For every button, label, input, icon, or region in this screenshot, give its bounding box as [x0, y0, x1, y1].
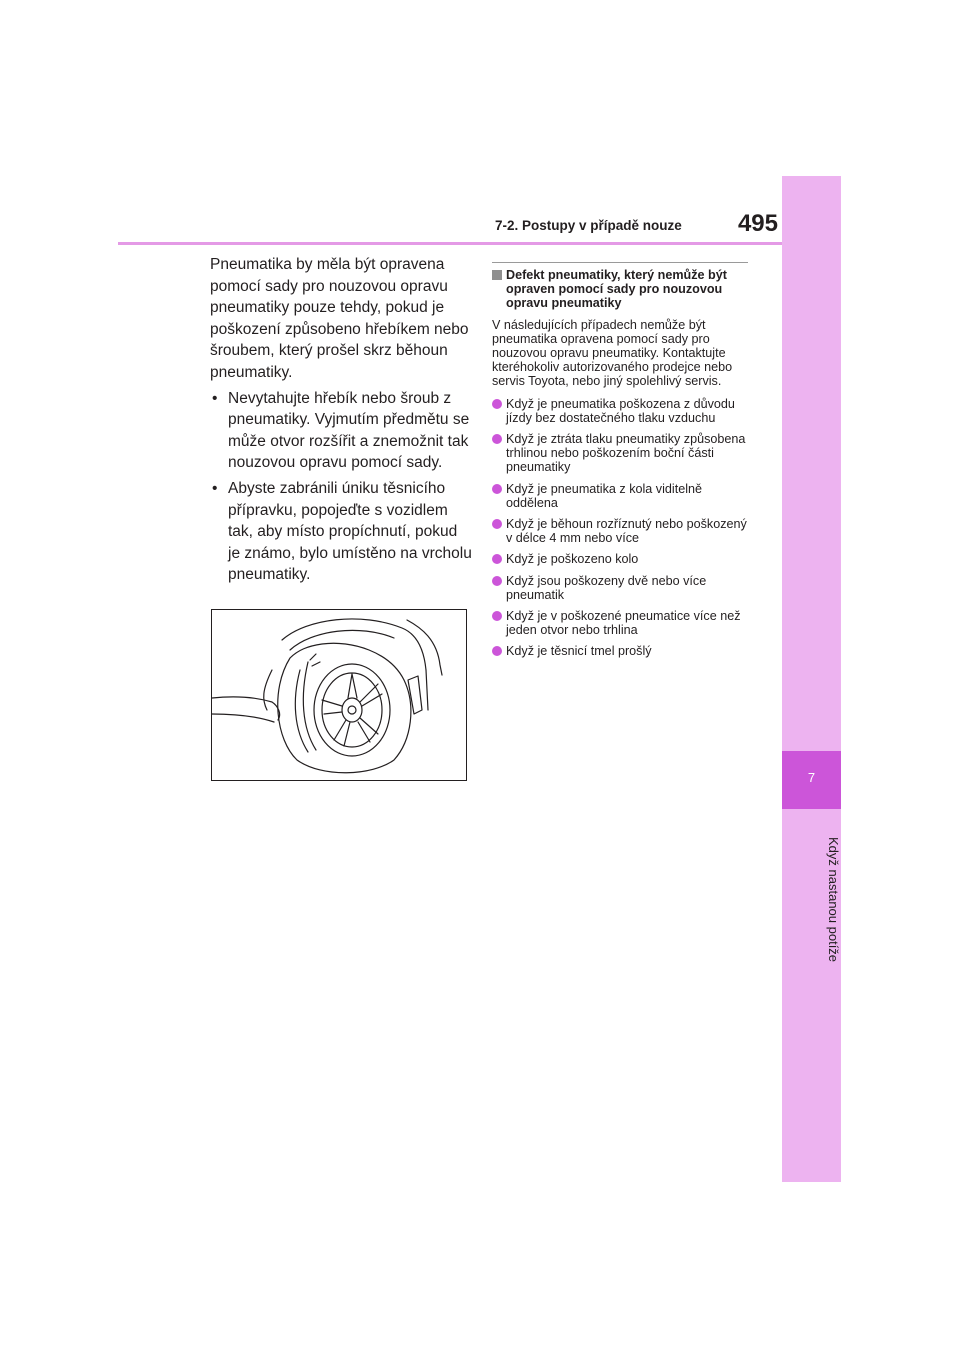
list-item-text: Když je běhoun rozříznutý nebo poškozený v délce 4 mm nebo více	[506, 517, 747, 546]
list-item-text: Když je těsnicí tmel prošlý	[506, 644, 652, 659]
list-item	[492, 574, 750, 602]
list-item-text: Když je poškozeno kolo	[506, 552, 639, 567]
circle-bullet-icon	[492, 484, 502, 494]
list-item-text: Nevytahujte hřebík nebo šroub z pneumatiky. Vyjmutím předmětu se může otvor rozšířit a znemožnit tak nouzovou opravu pomocí sady.	[228, 389, 470, 472]
left-bullet-list	[210, 388, 472, 586]
circle-bullet-icon	[492, 519, 502, 529]
list-item	[492, 644, 750, 658]
list-item	[492, 432, 750, 475]
list-item	[210, 388, 472, 474]
section-heading-text: Defekt pneumatiky, který nemůže být opraven pomocí sady pro nouzovou opravu pneumatiky	[506, 268, 727, 311]
list-item	[492, 482, 750, 510]
list-item-text: Abyste zabránili úniku těsnicího přípravku, popojeďte s vozidlem tak, aby místo propíchnutí, pokud je známo, bylo umístěno na vrcholu pneumatiky.	[228, 479, 472, 584]
circle-bullet-icon	[492, 399, 502, 409]
list-item-text: Když je pneumatika poškozena z důvodu jízdy bez dostatečného tlaku vzduchu	[506, 396, 735, 425]
circle-bullet-icon	[492, 434, 502, 444]
page-number: 495	[737, 210, 778, 237]
wheel-icon	[212, 610, 466, 780]
square-bullet-icon	[492, 270, 502, 280]
list-item	[492, 609, 750, 637]
list-item-text: Když je v poškozené pneumatice více než jeden otvor nebo trhlina	[506, 609, 741, 638]
chapter-side-tab	[782, 176, 841, 1182]
list-item	[492, 552, 750, 566]
header-rule	[118, 242, 782, 245]
section-title: 7-2. Postupy v případě nouze	[495, 218, 682, 233]
tire-illustration	[211, 609, 467, 781]
chapter-number: 7	[807, 770, 816, 785]
list-item-text: Když je pneumatika z kola viditelně oddělena	[506, 481, 703, 510]
bullet-dot: •	[212, 479, 218, 497]
left-intro: Pneumatika by měla být opravena pomocí sady pro nouzovou opravu pneumatiky pouze tehdy, pokud je poškození způsobeno hřebíkem nebo šroubem, který prošel skrz běhoun pneumatiky.	[210, 256, 469, 381]
right-intro: V následujících případech nemůže být pneumatika opravena pomocí sady pro nouzovou opravu pneumatiky. Kontaktujte kteréhokoliv autorizovaného prodejce nebo servis Toyota, nebo jiný spolehlivý servis.	[492, 317, 733, 389]
list-item	[492, 517, 750, 545]
bullet-dot: •	[212, 389, 218, 407]
circle-bullet-icon	[492, 646, 502, 656]
section-heading	[492, 268, 750, 311]
circle-bullet-icon	[492, 576, 502, 586]
left-column	[210, 254, 472, 590]
list-item-text: Když je ztráta tlaku pneumatiky způsobena trhlinou nebo poškozením boční části pneumatiky	[506, 432, 746, 475]
circle-bullet-icon	[492, 554, 502, 564]
right-column-rule	[492, 262, 748, 263]
right-bullet-list	[492, 397, 750, 659]
right-column	[492, 268, 750, 666]
list-item	[492, 397, 750, 425]
circle-bullet-icon	[492, 611, 502, 621]
list-item-text: Když jsou poškozeny dvě nebo více pneumatik	[506, 573, 707, 602]
list-item	[210, 478, 472, 586]
chapter-title: Když nastanou potíže	[826, 837, 841, 963]
